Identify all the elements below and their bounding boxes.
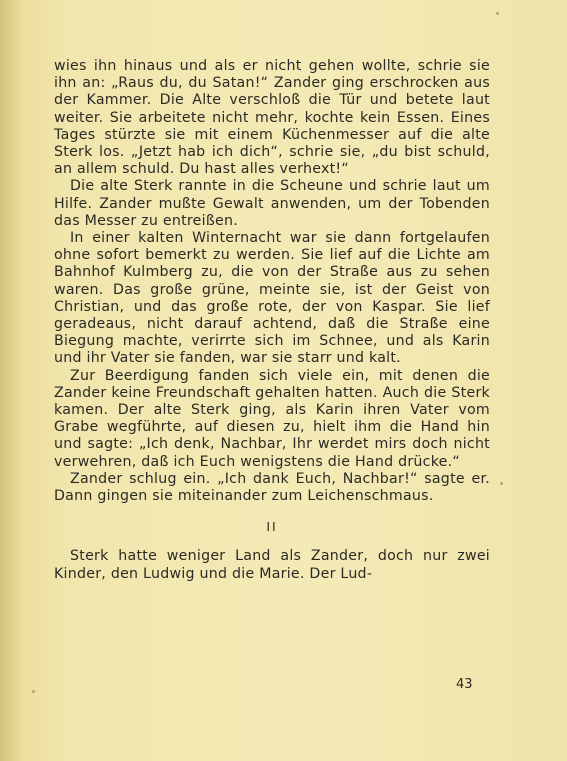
paragraph-2: Die alte Sterk rannte in die Scheune und schrie laut um Hilfe. Zander mußte Gewalt anwenden, um der Tobenden das Messer zu entreißen. xyxy=(54,178,490,229)
section-heading: II xyxy=(266,519,278,535)
paper-speck xyxy=(496,12,499,15)
page-number: 43 xyxy=(456,677,473,692)
spine-shadow xyxy=(0,0,22,761)
body-text xyxy=(54,58,490,583)
paper-speck xyxy=(500,482,503,485)
paragraph-3: In einer kalten Winternacht war sie dann fortgelaufen ohne sofort bemerkt zu werden. Sie lief auf die Lichte am Bahnhof Kulmberg zu, die von der Straße aus zu sehen waren. Das große grüne, meinte sie, ist der Geist von Christian, und das große rote, der von Kaspar. Sie lief geradeaus, nicht darauf achtend, daß die Straße eine Biegung machte, verirrte sich im Schnee, und als Karin und ihr Vater sie fanden, war sie starr und kalt. xyxy=(54,230,490,367)
paper-speck xyxy=(468,206,471,209)
paragraph-1: wies ihn hinaus und als er nicht gehen wollte, schrie sie ihn an: „Raus du, du Satan!“ Zander ging erschrocken aus der Kammer. Die Alte verschloß die Tür und betete laut weiter. Sie arbeitete nicht mehr, kochte kein Essen. Eines Tages stürzte sie mit einem Küchenmesser auf die alte Sterk los. „Jetzt hab ich dich“, schrie sie, „du bist schuld, an allem schuld. Du hast alles verhext!“ xyxy=(54,58,490,178)
paper-speck xyxy=(32,690,35,693)
paragraph-5: Zander schlug ein. „Ich dank Euch, Nachbar!“ sagte er. Dann gingen sie miteinander zum Leichenschmaus. xyxy=(54,470,490,505)
paragraph-4: Zur Beerdigung fanden sich viele ein, mit denen die Zander keine Freundschaft gehalten hatten. Auch die Sterk kamen. Der alte Sterk ging, als Karin ihren Vater vom Grabe wegführte, auf diesen zu, hielt ihm die Hand hin und sagte: „Ich denk, Nachbar, Ihr werdet mirs doch nicht verwehren, daß ich Euch wenigstens die Hand drücke.“ xyxy=(54,367,490,470)
paragraph-6: Sterk hatte weniger Land als Zander, doch nur zwei Kinder, den Ludwig und die Marie. Der Lud- xyxy=(54,548,490,582)
